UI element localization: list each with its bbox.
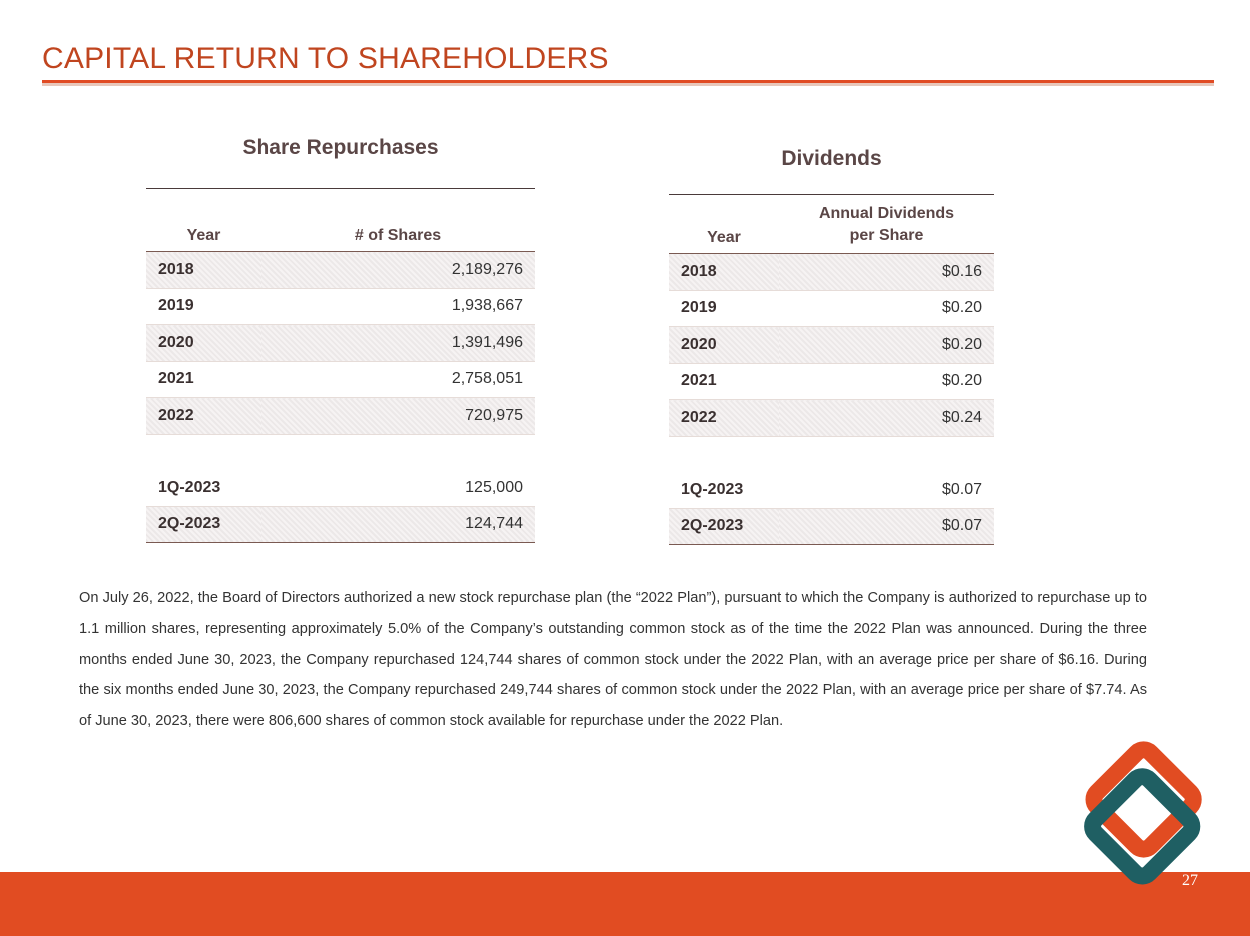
share-repurchases-caption: Share Repurchases	[242, 136, 439, 159]
dividends-row	[669, 400, 994, 437]
repurchases-value-cell: 2,189,276	[261, 252, 535, 289]
repurchases-row	[146, 506, 535, 543]
title-divider	[42, 80, 1214, 86]
dividends-value-cell: $0.20	[779, 363, 994, 400]
dividends-year-cell: 1Q-2023	[669, 472, 779, 508]
dividends-year-cell: 2022	[669, 400, 779, 437]
dividends-value-cell: $0.20	[779, 290, 994, 327]
dividends-year-cell: 2019	[669, 290, 779, 327]
share-repurchases-table	[146, 132, 535, 543]
page-number: 27	[1182, 872, 1198, 889]
repurchases-row	[146, 325, 535, 362]
dividends-year-cell: 2020	[669, 327, 779, 364]
dividends-header-line1: Annual Dividends	[818, 205, 955, 222]
repurchase-plan-paragraph: On July 26, 2022, the Board of Directors authorized a new stock repurchase plan (the “2022 Plan”), pursuant to which the Company is authorized to repurchase up to 1.1 million shares, representing approximately 5.0% of the Company’s outstanding common stock as of the time the 2022 Plan was announced. During the three months ended June 30, 2023, the Company repurchased 124,744 shares of common stock under the 2022 Plan, with an average price per share of $6.16. During the six months ended June 30, 2023, the Company repurchased 249,744 shares of common stock under the 2022 Plan, with an average price per share of $7.74. As of June 30, 2023, there were 806,600 shares of common stock available for repurchase under the 2022 Plan.	[79, 590, 1147, 730]
repurchases-row	[146, 361, 535, 398]
repurchases-value-cell: 1,938,667	[261, 288, 535, 325]
dividends-year-cell: 2Q-2023	[669, 508, 779, 545]
dividends-year-header: Year	[669, 195, 779, 254]
repurchases-year-cell: 2021	[146, 361, 261, 398]
repurchases-row	[146, 398, 535, 435]
dividends-year-cell: 2018	[669, 254, 779, 291]
dividends-row	[669, 327, 994, 364]
repurchases-year-header: Year	[146, 189, 261, 252]
repurchases-year-cell: 2022	[146, 398, 261, 435]
repurchases-spacer-row	[146, 434, 535, 470]
page-title: CAPITAL RETURN TO SHAREHOLDERS	[42, 42, 609, 75]
repurchases-year-cell: 2020	[146, 325, 261, 362]
dividends-spacer-row	[669, 436, 994, 472]
repurchases-year-cell: 2018	[146, 252, 261, 289]
dividends-header-line2: per Share	[849, 227, 924, 244]
repurchases-value-cell: 1,391,496	[261, 325, 535, 362]
repurchases-year-cell: 2019	[146, 288, 261, 325]
dividends-row	[669, 508, 994, 545]
dividends-value-cell: $0.07	[779, 508, 994, 545]
dividends-value-cell: $0.16	[779, 254, 994, 291]
dividends-value-cell: $0.24	[779, 400, 994, 437]
repurchases-row	[146, 470, 535, 506]
diamond-logo-icon	[1048, 740, 1218, 900]
repurchases-value-cell: 124,744	[261, 506, 535, 543]
repurchases-row	[146, 252, 535, 289]
dividends-per-share-header	[779, 195, 994, 254]
repurchases-value-cell: 2,758,051	[261, 361, 535, 398]
dividends-row	[669, 472, 994, 508]
repurchases-value-cell: 720,975	[261, 398, 535, 435]
repurchases-value-cell: 125,000	[261, 470, 535, 506]
repurchases-row	[146, 288, 535, 325]
repurchases-year-cell: 2Q-2023	[146, 506, 261, 543]
dividends-value-cell: $0.07	[779, 472, 994, 508]
dividends-row	[669, 290, 994, 327]
dividends-table	[669, 141, 994, 545]
dividends-year-cell: 2021	[669, 363, 779, 400]
repurchases-year-cell: 1Q-2023	[146, 470, 261, 506]
repurchases-shares-header: # of Shares	[261, 189, 535, 252]
dividends-row	[669, 254, 994, 291]
dividends-value-cell: $0.20	[779, 327, 994, 364]
dividends-caption: Dividends	[781, 147, 882, 170]
dividends-row	[669, 363, 994, 400]
